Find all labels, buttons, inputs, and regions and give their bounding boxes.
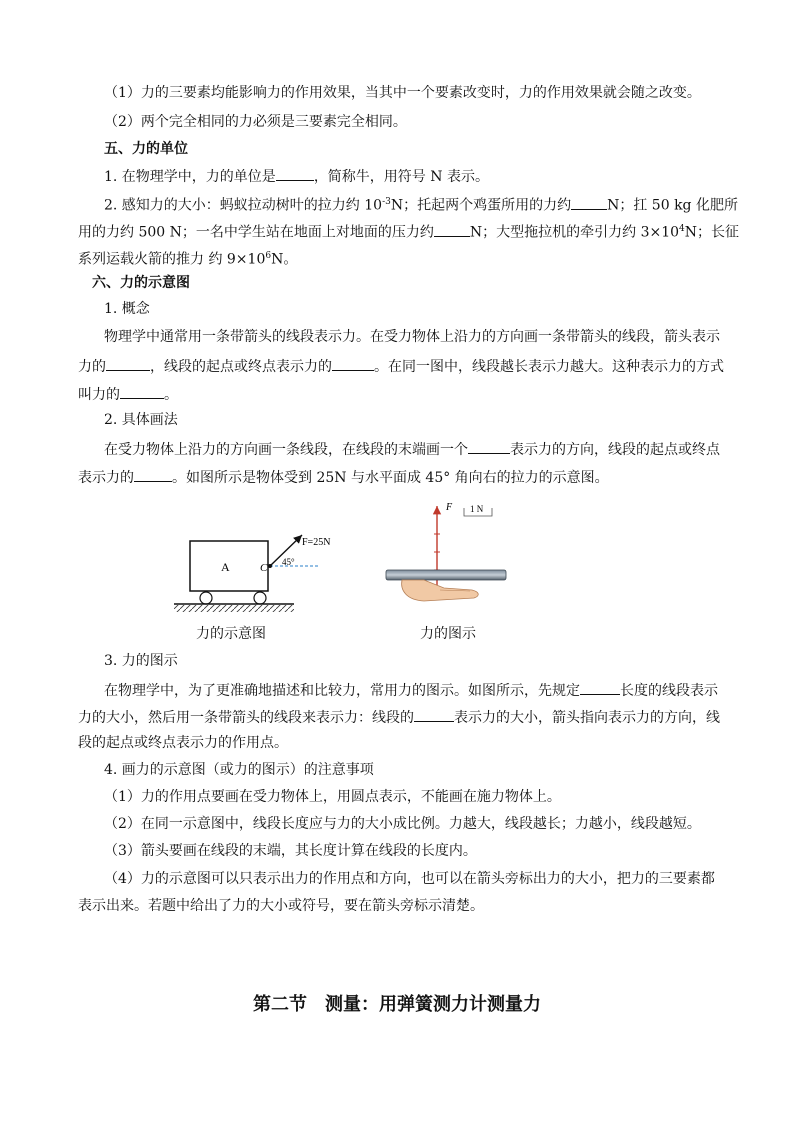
blank (120, 384, 164, 399)
para-effect: （1）力的三要素均能影响力的作用效果，当其中一个要素改变时，力的作用效果就会随之改变。 (104, 85, 701, 101)
hand (402, 580, 479, 601)
graphic-line-3: 段的起点或终点表示力的作用点。 (78, 735, 288, 751)
blank (468, 439, 510, 454)
blank (134, 467, 172, 482)
graphic-line-2: 力的大小，然后用一条带箭头的线段来表示力：线段的 表示力的大小，箭头指向表示力的方向，线 (78, 707, 720, 727)
concept-heading: 1. 概念 (104, 301, 150, 317)
para-same-force: （2）两个完全相同的力必须是三要素完全相同。 (104, 114, 407, 130)
unit-line-1: 1. 在物理学中，力的单位是 ，简称牛，用符号 N 表示。 (104, 166, 489, 186)
blank (276, 166, 314, 181)
concept-line-2: 力的 ，线段的起点或终点表示力的 。在同一图中，线段越长表示力越大。这种表示力的方式 (78, 356, 724, 376)
unit-line-4: 系列运载火箭的推力 约 $9\times 10^6N$。 (78, 251, 298, 268)
figure-caption-graphic: 力的图示 (420, 626, 476, 642)
blank (571, 195, 607, 210)
graphic-line-1: 在物理学中，为了更准确地描述和比较力，常用力的图示。如图所示，先规定 长度的线段表示 (104, 680, 718, 700)
angle-label: 45° (282, 557, 295, 567)
force-point (268, 564, 272, 568)
note-3: （3）箭头要画在线段的末端，其长度计算在线段的长度内。 (104, 843, 477, 859)
force-label: F (446, 502, 453, 513)
notes-heading: 4. 画力的示意图（或力的图示）的注意事项 (104, 762, 374, 778)
note-2: （2）在同一示意图中，线段长度应与力的大小成比例。力越大，线段越长；力越小，线段越短。 (104, 816, 701, 832)
concept-line-3: 叫力的 。 (78, 384, 178, 404)
heading-force-unit: 五、力的单位 (104, 141, 188, 157)
metal-bar (386, 570, 506, 580)
point-label: C (260, 562, 268, 574)
unit-line-2: 2. 感知力的大小：蚂蚁拉动树叶的拉力约 $10^{-3}N$；托起两个鸡蛋所用的力约 N；扛 50 kg 化肥所 (104, 193, 738, 215)
figure-caption-schematic: 力的示意图 (196, 626, 266, 642)
blank (414, 707, 454, 722)
note-4-cont: 表示出来。若题中给出了力的大小或符号，要在箭头旁标示清楚。 (78, 898, 484, 914)
blank (580, 680, 620, 695)
force-schematic-figure (168, 525, 358, 617)
method-line-1: 在受力物体上沿力的方向画一条线段，在线段的末端画一个 表示力的方向，线段的起点或终点 (104, 439, 720, 459)
method-heading: 2. 具体画法 (104, 412, 178, 428)
graphic-heading: 3. 力的图示 (104, 653, 178, 669)
blank (106, 356, 150, 371)
wheel-left (200, 592, 212, 604)
section-title: 第二节 测量：用弹簧测力计测量力 (253, 994, 541, 1015)
note-4: （4）力的示意图可以只表示出力的作用点和方向，也可以在箭头旁标出力的大小，把力的三要素都 (104, 871, 715, 887)
block-label: A (221, 560, 230, 574)
blank (434, 222, 470, 237)
heading-force-diagram: 六、力的示意图 (92, 275, 190, 291)
blank (332, 356, 374, 371)
wheel-right (254, 592, 266, 604)
scale-label: 1 N (470, 504, 484, 514)
method-line-2: 表示力的 。如图所示是物体受到 25N 与水平面成 45° 角向右的拉力的示意图。 (78, 467, 609, 487)
ground-hatch (174, 605, 294, 612)
force-graphic-figure (384, 494, 519, 616)
concept-line-1: 物理学中通常用一条带箭头的线段表示力。在受力物体上沿力的方向画一条带箭头的线段，箭头表示 (104, 329, 720, 345)
force-label: F=25N (302, 537, 331, 548)
unit-line-3: 用的力约 500 N；一名中学生站在地面上对地面的压力约 N；大型拖拉机的牵引力约 $3\times 10^4N$；长征 (78, 220, 739, 242)
note-1: （1）力的作用点要画在受力物体上，用圆点表示，不能画在施力物体上。 (104, 789, 561, 805)
